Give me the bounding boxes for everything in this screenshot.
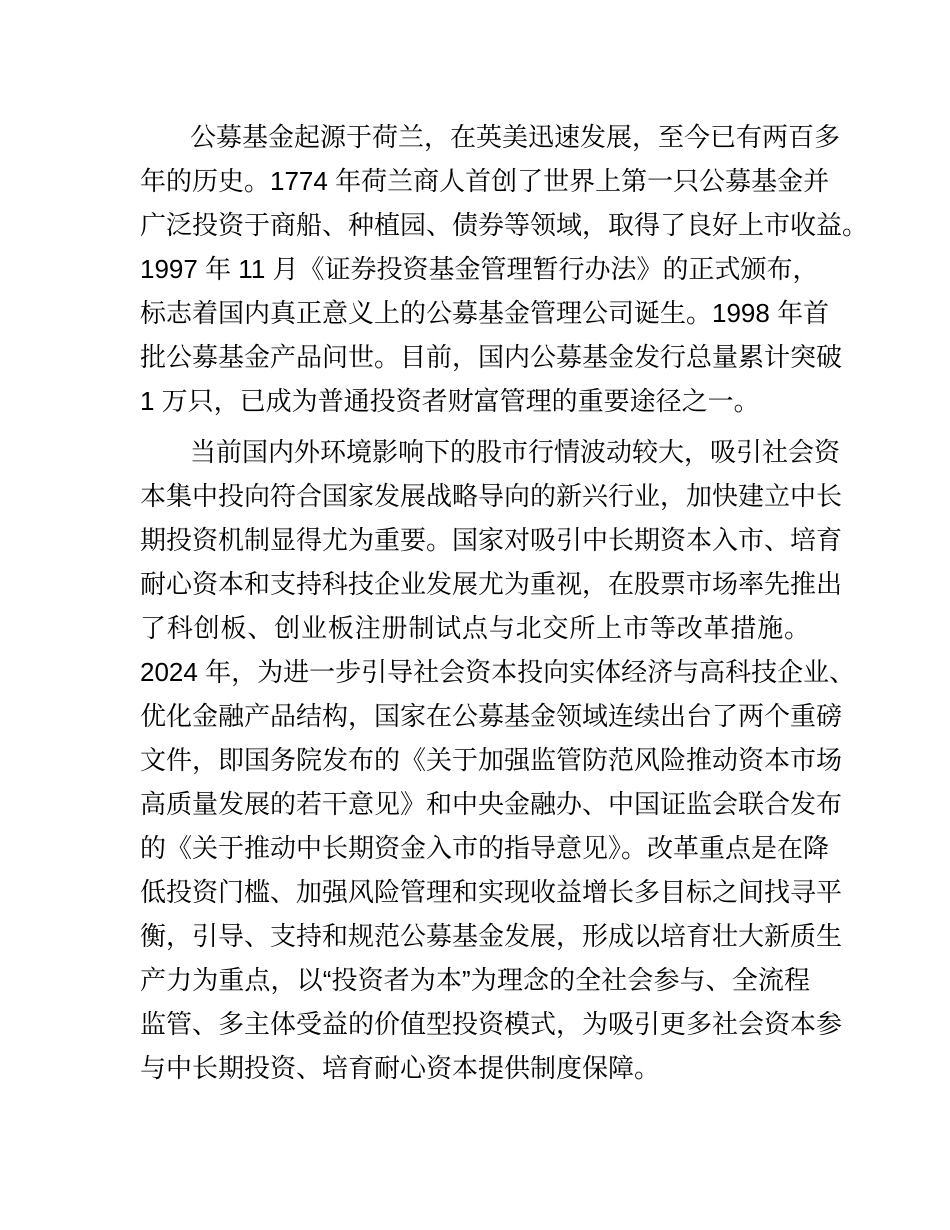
text-line: 期投资机制显得尤为重要。国家对吸引中长期资本入市、培育	[140, 525, 843, 555]
text-line: 标志着国内真正意义上的公募基金管理公司诞生。1998 年首	[140, 298, 830, 328]
text-line: 产力为重点，以“投资者为本”为理念的全社会参与、全流程	[140, 965, 810, 995]
text-line: 年的历史。1774 年荷兰商人首创了世界上第一只公募基金并	[140, 166, 830, 196]
text-line: 批公募基金产品问世。目前，国内公募基金发行总量累计突破	[140, 342, 843, 372]
text-line: 高质量发展的若干意见》和中央金融办、中国证监会联合发布	[140, 789, 843, 819]
text-line: 与中长期投资、培育耐心资本提供制度保障。	[140, 1053, 661, 1083]
paragraph-2	[140, 430, 856, 1090]
text-line: 1 万只，已成为普通投资者财富管理的重要途径之一。	[140, 386, 760, 416]
text-line: 耐心资本和支持科技企业发展尤为重视，在股票市场率先推出	[140, 569, 843, 599]
text-line: 本集中投向符合国家发展战略导向的新兴行业，加快建立中长	[140, 481, 843, 511]
paragraph-1	[140, 115, 869, 423]
text-line: 了科创板、创业板注册制试点与北交所上市等改革措施。	[140, 613, 810, 643]
text-line: 广泛投资于商船、种植园、债券等领域，取得了良好上市收益。	[140, 210, 869, 240]
text-line: 当前国内外环境影响下的股市行情波动较大，吸引社会资	[190, 437, 841, 467]
text-line: 衡，引导、支持和规范公募基金发展，形成以培育壮大新质生	[140, 921, 843, 951]
text-line: 优化金融产品结构，国家在公募基金领域连续出台了两个重磅	[140, 701, 843, 731]
document-body	[140, 115, 869, 1090]
text-line: 文件，即国务院发布的《关于加强监管防范风险推动资本市场	[140, 745, 843, 775]
text-line: 1997 年 11 月《证券投资基金管理暂行办法》的正式颁布，	[140, 254, 819, 284]
text-line: 低投资门槛、加强风险管理和实现收益增长多目标之间找寻平	[140, 877, 843, 907]
text-line: 监管、多主体受益的价值型投资模式，为吸引更多社会资本参	[140, 1009, 843, 1039]
text-line: 的《关于推动中长期资金入市的指导意见》。改革重点是在降	[140, 833, 830, 863]
text-line: 2024 年，为进一步引导社会资本投向实体经济与高科技企业、	[140, 657, 856, 687]
text-line: 公募基金起源于荷兰，在英美迅速发展，至今已有两百多	[190, 122, 841, 152]
